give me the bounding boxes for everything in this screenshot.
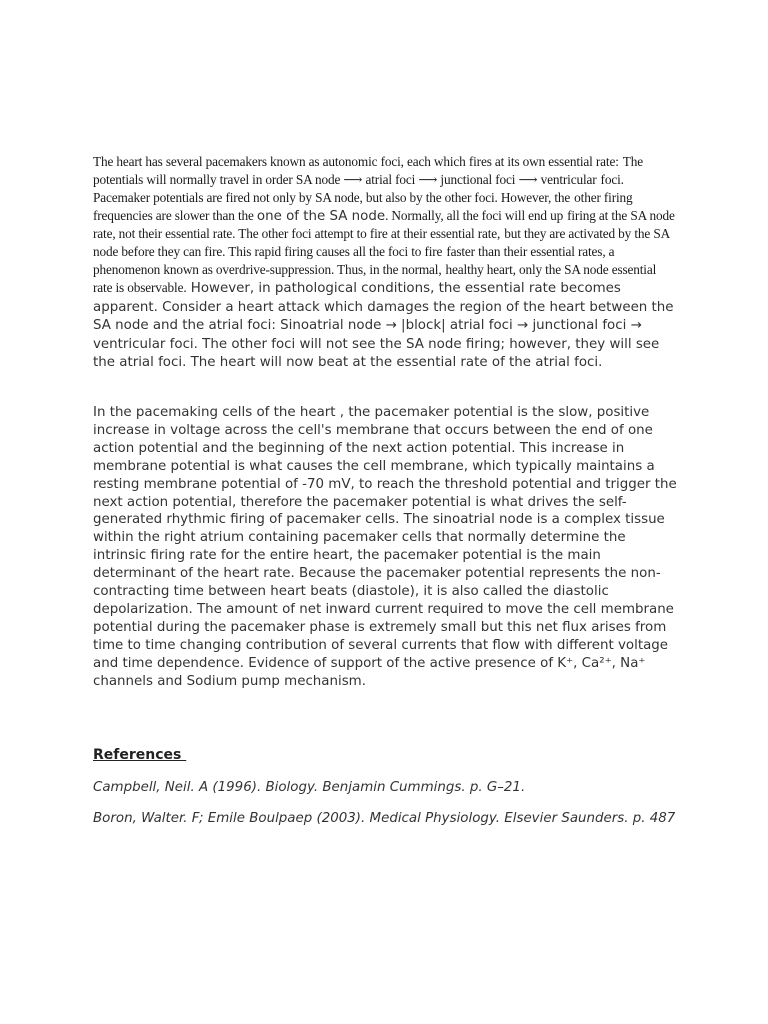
paragraph-line: firing at the SA node rate, not their essential rate. The other foci attempt to fire at their essential rate,: [93, 208, 675, 242]
paragraph-pacemaker-potential: In the pacemaking cells of the heart , the pacemaker potential is the slow, positive increase in voltage across the cell's membrane that occurs between the end of one action potential and the beginning of the next action potential. This increase in membrane potential is what causes the cell membrane, which typically maintains a resting membrane potential of -70 mV, to reach the threshold potential and trigger the next action potential, therefore the pacemaker potential is what drives the self-generated rhythmic firing of pacemaker cells. The sinoatrial node is a complex tissue within the right atrium containing pacemaker cells that normally determine the intrinsic firing rate for the entire heart, the pacemaker potential is the main determinant of the heart rate. Because the pacemaker potential represents the non-contracting time between heart beats (diastole), it is also called the diastolic depolarization. The amount of net inward current required to move the cell membrane potential during the pacemaker phase is extremely small but this net flux arises from time to time changing contribution of several currents that flow with different voltage and time dependence. Evidence of support of the active presence of K⁺, Ca²⁺, Na⁺ channels and Sodium pump mechanism.: [93, 405, 677, 689]
paragraph-line: foci. Pacemaker potentials are fired not only by SA node, but also by the other foci. However, the: [93, 172, 624, 205]
paragraph-line: faster than their essential rates, a phenomenon known as overdrive-suppression. Thus, in the normal,: [93, 244, 615, 278]
paragraph-inline-sans: one of the SA node: [256, 209, 386, 224]
paragraph-autonomic-foci: [93, 153, 675, 371]
paragraph-line: healthy heart, only the SA node essential rate is observable.: [93, 262, 657, 296]
references-heading: References: [93, 747, 187, 763]
paragraph-line: . Normally, all the foci will end up: [385, 208, 564, 223]
paragraph-line: other firing frequencies are slower than the: [93, 190, 633, 223]
paragraph-line: but they are activated by the SA node before they can fire. This rapid firing causes all the foci to fire: [93, 226, 670, 260]
paragraph-line: The potentials will normally travel in order SA node ⟶ atrial foci ⟶ junctional foci ⟶ ventricular: [93, 154, 643, 187]
reference-item: Campbell, Neil. A (1996). Biology. Benjamin Cummings. p. G–21.: [93, 780, 526, 795]
reference-item: Boron, Walter. F; Emile Boulpaep (2003). Medical Physiology. Elsevier Saunders. p. 487: [93, 811, 676, 826]
paragraph-line: The heart has several pacemakers known as autonomic foci, each which fires at its own essential rate:: [93, 154, 619, 169]
paragraph-tail-sans: However, in pathological conditions, the essential rate becomes apparent. Consider a heart attack which damages the region of the heart between the SA node and the atrial foci: Sinoatrial node → |block| atrial foci → junctional foci → ventricular foci. The other foci will not see the SA node firing; however, they will see the atrial foci. The heart will now beat at the essential rate of the atrial foci.: [93, 281, 674, 371]
